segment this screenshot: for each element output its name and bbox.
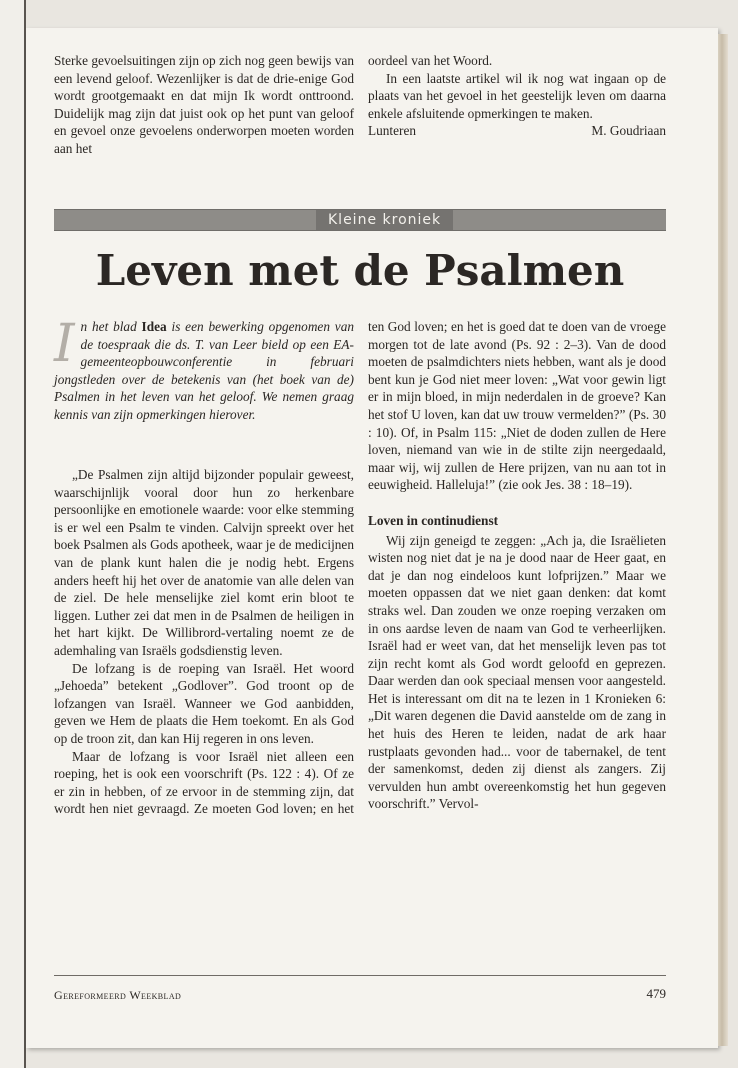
subheading: Loven in continudienst <box>368 512 499 528</box>
continued-paragraph-end: oordeel van het Woord. <box>368 53 493 68</box>
drop-cap: I <box>54 314 75 374</box>
body-paragraph-continued: ten God loven; en het is goed dat te doen van de vroege morgen tot de late avond (Ps. 92 : 2–3). Van de dood moeten de psalmdichters niets hebben, want als je dood bent kun je God niet meer loven: „Wat voor gewin ligt er in mijn bloed, in mijn nederdalen in de groeve? Kan het stof U loven, kan dat uw trouw vermelden?” (Ps. 30 : 10). Of, in Psalm 115: „Niet de doden zullen de Here loven, niemand van wie in de stilte zijn neergedaald, maar wij, wij zullen de Here prijzen, van nu aan tot in eeuwigheid. Halleluja!” (zie ook Jes. 38 : 18–19). <box>368 319 666 493</box>
article-title: Leven met de Psalmen <box>95 246 625 295</box>
article-left-column <box>54 314 354 818</box>
place-name: Lunteren <box>368 123 416 139</box>
signature-row <box>368 122 666 140</box>
section-label: Kleine kroniek <box>316 210 453 230</box>
top-left-column <box>54 52 354 158</box>
body-paragraph: Wij zijn geneigd te zeggen: „Ach ja, die Israëlieten wisten nog niet dat je na je dood naar de Heer gaat, en dat je dan nog eindeloos kunt lofprijzen.” Maar we moeten oppassen dat we niet gaan denken: dat komt straks wel. Dan zouden we onze roeping verzaken om in ons aardse leven de naam van God te verheerlijken. Israël had er weet van, dat het menselijk leven pas tot zijn recht komt als God wordt geloofd en geprezen. Daar werden dan ook speciaal mensen voor aangesteld. Het is interessant om dit na te lezen in 1 Kronieken 6: „Dit waren degenen die David aanstelde om de zang in het huis des Heren te leiden, nadat de ark haar rustplaats gevonden had... voor de tabernakel, de tent der samenkomst, deden zij dienst als zangers. Zij vervulden hun ambt overeenkomstig het hun gegeven voorschrift.” Vervol- <box>368 532 666 812</box>
footer-rule <box>54 975 666 976</box>
publication-name: Gereformeerd Weekblad <box>54 988 182 1002</box>
closing-paragraph: In een laatste artikel wil ik nog wat ingaan op de plaats van het gevoel in het geestelijk leven om daarna enkele afsluitende opmerkingen te maken. <box>368 70 666 121</box>
body-paragraph: Maar de lofzang is voor Israël niet alleen een roeping, het is ook een voorschrift (Ps. 122 : 4). Of ze er zin in hebben, of ze ervoor in de stemming zijn, dat wordt hen niet gevraagd. Ze moeten God loven; en het <box>54 748 354 817</box>
article-intro <box>54 314 354 450</box>
body-paragraph: De lofzang is de roeping van Israël. Het woord „Jehoeda” betekent „Godlover”. God troont op de lofzangen van Israël. Wanneer we God aanbidden, geven we Hem de plaats die Hem toekomt. En als God op de troon zit, dan kan Hij regeren in ons leven. <box>54 660 354 746</box>
magazine-name: Idea <box>141 319 167 334</box>
page-stack-edge <box>718 34 728 1046</box>
intro-text-b: is een bewerking opgenomen van de toespraak die ds. T. van Leer bield op een EA-gemeenteopbouwconferentie in februari jongstleden over de betekenis van (het boek van de) Psalmen in het leven van het geloof. We nemen graag kennis van zijn opmerkingen hierover. <box>54 319 354 422</box>
body-paragraph: „De Psalmen zijn altijd bijzonder populair geweest, waarschijnlijk vooral door hun zo herkenbare persoonlijke en emotionele waarde: voor elke stemming is er wel een Psalm te vinden. Calvijn spreekt over het boek Psalmen als Gods apotheek, waar je de medicijnen van de plank kunt halen die je nodig hebt. Ergens anders heeft hij het over de anatomie van alle delen van de ziel. De hele menselijke ziel komt erin bloot te liggen. Luther zei dat men in de Psalmen de heiligen in het hart kijkt. De Willibrord-vertaling noemt ze de ademhaling van Israëls godsdienstig leven. <box>54 467 354 658</box>
previous-page-edge <box>0 0 26 1068</box>
continued-paragraph: Sterke gevoelsuitingen zijn op zich nog geen bewijs van een levend geloof. Wezenlijker is dat de drie-enige God wordt grootgemaakt en dat mijn Ik wordt onttroond. Duidelijk mag zijn dat juist ook op het punt van geloof en gevoel onze gevoelens onderworpen moeten worden aan het <box>54 53 354 156</box>
author-name: M. Goudriaan <box>591 123 666 139</box>
intro-text-a: n het blad <box>80 319 142 334</box>
article-right-column <box>368 318 666 813</box>
page-number: 479 <box>646 986 666 1001</box>
top-right-column <box>368 52 666 140</box>
section-banner <box>54 209 666 231</box>
